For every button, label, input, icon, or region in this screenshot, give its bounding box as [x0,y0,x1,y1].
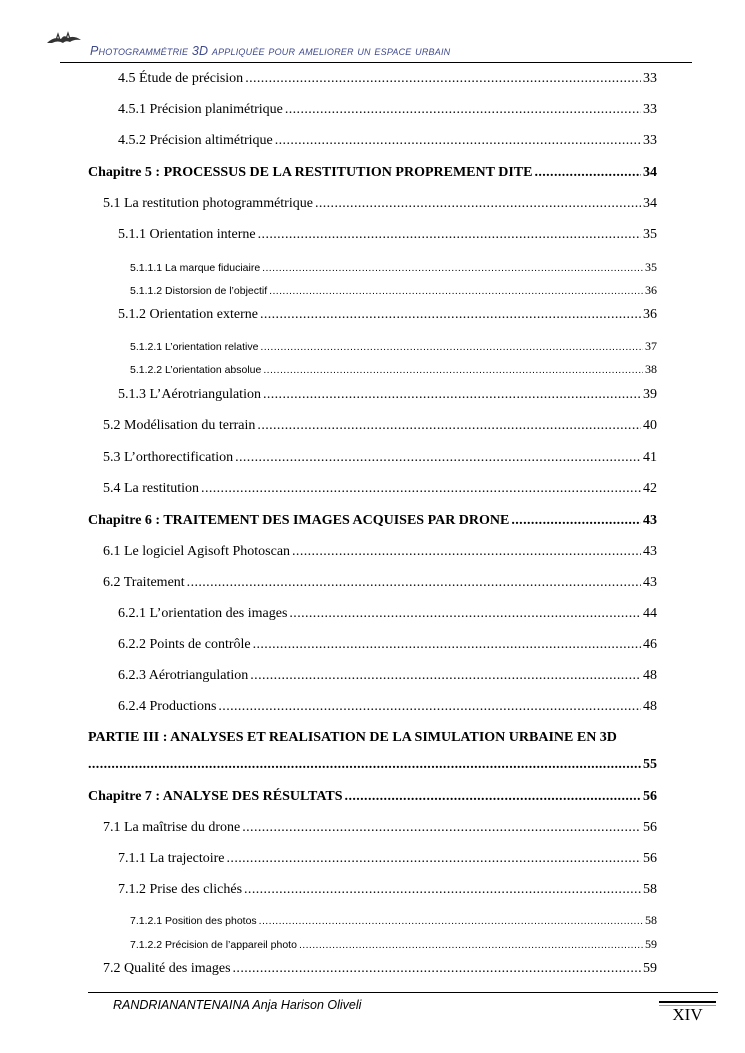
toc-entry[interactable] [118,697,657,717]
toc-entry-page: 40 [643,418,657,433]
toc-entry-label: 5.1.1.2 Distorsion de l’objectif [130,285,268,297]
toc-entry-page: 56 [643,789,657,804]
toc-entry-page: 35 [643,227,657,242]
toc-entry-label: 6.2.3 Aérotriangulation [118,668,249,683]
toc-entry-page: 46 [643,637,657,652]
toc-entry-label: 5.4 La restitution [103,481,200,496]
toc-entry-label: 5.3 L’orthorectification [103,450,234,465]
toc-entry[interactable] [103,818,657,838]
toc-entry-label: 5.1.1.1 La marque fiduciaire [130,262,261,274]
toc-entry[interactable] [103,416,657,436]
toc-entry[interactable] [118,604,657,624]
toc-entry-page: 48 [643,699,657,714]
toc-entry-page: 33 [643,102,657,117]
toc-entry-label: 5.2 Modélisation du terrain [103,418,256,433]
toc-entry-label: 7.1 La maîtrise du drone [103,820,241,835]
toc-entry[interactable] [103,479,657,499]
toc-entry[interactable] [130,257,657,277]
toc-entry-page: 41 [643,450,657,465]
toc-entry-label: 4.5.1 Précision planimétrique [118,102,283,117]
toc-entry[interactable] [118,385,657,405]
toc-entry-page: 58 [643,882,657,897]
toc-entry-page: 59 [643,961,657,976]
toc-entry-page: 37 [645,339,657,353]
toc-entry[interactable] [130,910,657,930]
toc-entry-page: 58 [645,913,657,927]
toc-entry[interactable] [103,959,657,979]
toc-entry-page: 48 [643,668,657,683]
toc-entry-page: 43 [643,575,657,590]
toc-entry-label: 5.1.1 Orientation interne [118,227,256,242]
toc-entry-label: 7.1.2.1 Position des photos [130,915,257,927]
header-title: Photogrammétrie 3D appliquée pour ameliorer un espace urbain [90,44,451,58]
toc-entry-label: 6.2 Traitement [103,575,185,590]
page-number: XIV [672,1005,703,1024]
toc-entry-label: 7.1.2 Prise des clichés [118,882,243,897]
toc-chapter-entry[interactable] [88,163,657,183]
toc-entry-label: 5.1.2.1 L’orientation relative [130,341,259,353]
toc-entry[interactable] [118,100,657,120]
toc-entry-label: 4.5.2 Précision altimétrique [118,133,273,148]
toc-entry[interactable] [130,336,657,356]
toc-entry-page: 38 [645,362,657,376]
toc-entry[interactable] [118,131,657,151]
toc-entry-label: 5.1 La restitution photogrammétrique [103,196,313,211]
toc-entry[interactable] [130,280,657,300]
toc-entry-page: 39 [643,387,657,402]
toc-entry[interactable] [103,542,657,562]
toc-entry-page: 43 [643,544,657,559]
toc-entry-page: 43 [643,513,657,528]
toc-entry[interactable] [130,934,657,954]
toc-entry[interactable] [118,849,657,869]
toc-entry-label: 5.1.2.2 L’orientation absolue [130,364,262,376]
toc-entry[interactable] [118,305,657,325]
toc-entry-page: 35 [645,260,657,274]
toc-part-entry[interactable] [88,755,657,775]
toc-entry-page: 33 [643,133,657,148]
toc-entry-label: 6.2.4 Productions [118,699,217,714]
toc-entry-label: 7.2 Qualité des images [103,961,231,976]
toc-entry-page: 42 [643,481,657,496]
footer-rule [88,992,718,993]
toc-entry-page: 56 [643,820,657,835]
toc-entry-page: 34 [643,165,657,180]
toc-chapter-entry[interactable] [88,511,657,531]
toc-entry-label: Chapitre 6 : TRAITEMENT DES IMAGES ACQUISES PAR DRONE [88,513,510,528]
toc-entry[interactable] [118,69,657,89]
toc-entry-label: Chapitre 5 : PROCESSUS DE LA RESTITUTION PROPREMENT DITE [88,165,533,180]
toc-entry-label: 6.1 Le logiciel Agisoft Photoscan [103,544,291,559]
toc-entry-page: 34 [643,196,657,211]
toc-entry-page: 59 [645,937,657,951]
toc-chapter-entry[interactable] [88,787,657,807]
toc-entry[interactable] [103,448,657,468]
toc-part-entry-label[interactable]: PARTIE III : ANALYSES ET REALISATION DE LA SIMULATION URBAINE EN 3D [88,730,617,745]
toc-entry-page: 56 [643,851,657,866]
toc-entry-label: 5.1.2 Orientation externe [118,307,258,322]
toc-entry[interactable] [130,359,657,379]
toc-entry-label: 7.1.1 La trajectoire [118,851,225,866]
toc-entry-page: 55 [643,757,657,772]
toc-entry-page: 36 [645,283,657,297]
toc-entry[interactable] [118,225,657,245]
toc-entry-label: 5.1.3 L’Aérotriangulation [118,387,261,402]
toc-entry-label: 6.2.1 L’orientation des images [118,606,288,621]
toc-entry[interactable] [103,573,657,593]
toc-entry-label: 7.1.2.2 Précision de l’appareil photo [130,939,297,951]
toc-entry-label: 4.5 Étude de précision [118,71,244,86]
toc-entry[interactable] [118,635,657,655]
toc-entry-page: 44 [643,606,657,621]
toc-entry-label: 6.2.2 Points de contrôle [118,637,251,652]
toc-entry[interactable] [118,880,657,900]
toc-entry-page: 36 [643,307,657,322]
toc-entry[interactable] [118,666,657,686]
toc-entry-page: 33 [643,71,657,86]
toc-entry-label: Chapitre 7 : ANALYSE DES RÉSULTATS [88,789,343,804]
toc-entry[interactable] [103,194,657,214]
footer-author: RANDRIANANTENAINA Anja Harison Oliveli [113,998,362,1012]
